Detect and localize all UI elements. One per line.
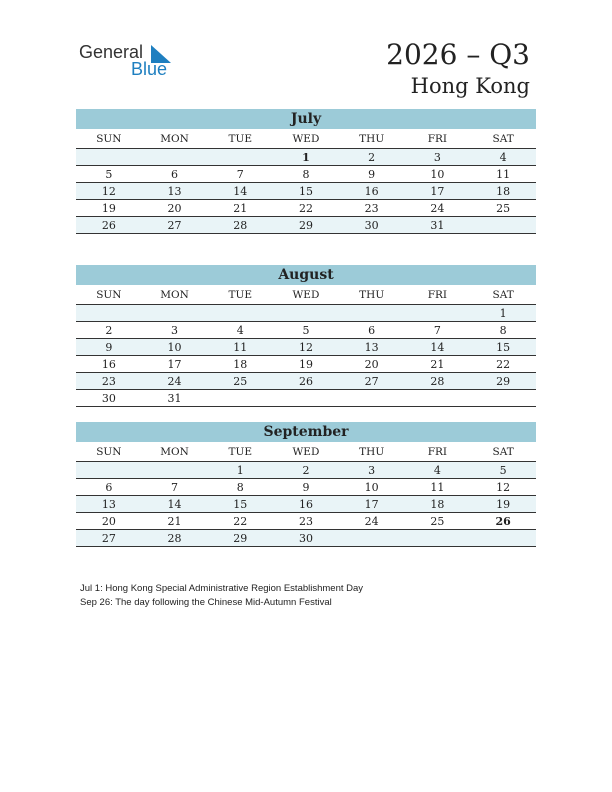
week-row — [76, 339, 536, 356]
day-cell: 14 — [142, 496, 208, 513]
holiday-note: Sep 26: The day following the Chinese Mid-Autumn Festival — [80, 597, 332, 608]
weekday-header: WED — [273, 129, 339, 149]
day-cell: 2 — [339, 149, 405, 166]
day-cell: 5 — [273, 322, 339, 339]
weekday-header: THU — [339, 129, 405, 149]
day-cell: 19 — [470, 496, 536, 513]
holiday-note: Jul 1: Hong Kong Special Administrative Region Establishment Day — [80, 583, 364, 594]
week-row — [76, 462, 536, 479]
day-cell: 11 — [207, 339, 273, 356]
holiday-notes — [80, 582, 363, 610]
day-cell: 2 — [273, 462, 339, 479]
empty-cell — [142, 149, 208, 166]
day-cell: 6 — [142, 166, 208, 183]
day-cell: 25 — [405, 513, 471, 530]
day-cell: 18 — [470, 183, 536, 200]
empty-cell — [76, 462, 142, 479]
day-cell: 5 — [76, 166, 142, 183]
logo-text-blue: Blue — [131, 59, 168, 79]
day-cell: 11 — [405, 479, 471, 496]
day-cell: 17 — [405, 183, 471, 200]
day-cell: 21 — [142, 513, 208, 530]
day-cell: 12 — [470, 479, 536, 496]
day-cell: 4 — [405, 462, 471, 479]
day-cell: 16 — [339, 183, 405, 200]
day-cell: 9 — [339, 166, 405, 183]
day-cell: 14 — [405, 339, 471, 356]
empty-cell — [76, 305, 142, 322]
day-cell: 28 — [142, 530, 208, 547]
empty-cell — [207, 305, 273, 322]
week-row — [76, 496, 536, 513]
empty-cell — [142, 462, 208, 479]
logo — [79, 42, 179, 82]
month-september — [76, 422, 536, 547]
day-cell: 18 — [405, 496, 471, 513]
day-cell: 13 — [142, 183, 208, 200]
day-cell: 1 — [207, 462, 273, 479]
day-cell: 8 — [207, 479, 273, 496]
day-cell: 12 — [76, 183, 142, 200]
day-cell: 11 — [470, 166, 536, 183]
month-july — [76, 109, 536, 234]
weekday-header: THU — [339, 285, 405, 305]
weekday-header: FRI — [405, 442, 471, 462]
week-row — [76, 183, 536, 200]
day-cell: 30 — [273, 530, 339, 547]
week-row — [76, 373, 536, 390]
day-cell: 12 — [273, 339, 339, 356]
empty-cell — [207, 149, 273, 166]
weekday-header: THU — [339, 442, 405, 462]
weekday-header: TUE — [207, 129, 273, 149]
day-cell: 13 — [76, 496, 142, 513]
week-row — [76, 530, 536, 547]
empty-cell — [339, 530, 405, 547]
day-cell: 21 — [405, 356, 471, 373]
day-cell: 9 — [273, 479, 339, 496]
day-cell: 26 — [470, 513, 536, 530]
day-cell: 15 — [207, 496, 273, 513]
logo-text-general: General — [79, 42, 144, 62]
day-cell: 25 — [207, 373, 273, 390]
empty-cell — [470, 530, 536, 547]
day-cell: 19 — [273, 356, 339, 373]
day-cell: 9 — [76, 339, 142, 356]
day-cell: 23 — [273, 513, 339, 530]
week-row — [76, 149, 536, 166]
day-cell: 17 — [142, 356, 208, 373]
week-row — [76, 479, 536, 496]
day-cell: 6 — [339, 322, 405, 339]
week-row — [76, 322, 536, 339]
day-cell: 3 — [339, 462, 405, 479]
empty-cell — [405, 390, 471, 407]
day-cell: 15 — [470, 339, 536, 356]
month-header: July — [76, 109, 536, 129]
day-cell: 27 — [76, 530, 142, 547]
day-cell: 22 — [273, 200, 339, 217]
empty-cell — [76, 149, 142, 166]
weekday-header: SUN — [76, 442, 142, 462]
weekday-header: MON — [142, 285, 208, 305]
week-row — [76, 166, 536, 183]
day-cell: 31 — [142, 390, 208, 407]
day-cell: 7 — [207, 166, 273, 183]
day-cell: 4 — [207, 322, 273, 339]
day-cell: 7 — [142, 479, 208, 496]
day-cell: 8 — [273, 166, 339, 183]
calendar-grid — [76, 129, 536, 234]
day-cell: 22 — [470, 356, 536, 373]
empty-cell — [207, 390, 273, 407]
empty-cell — [273, 305, 339, 322]
weekday-header: MON — [142, 129, 208, 149]
day-cell: 3 — [142, 322, 208, 339]
empty-cell — [405, 305, 471, 322]
day-cell: 24 — [405, 200, 471, 217]
empty-cell — [142, 305, 208, 322]
day-cell: 2 — [76, 322, 142, 339]
day-cell: 29 — [273, 217, 339, 234]
day-cell: 26 — [76, 217, 142, 234]
empty-cell — [470, 390, 536, 407]
day-cell: 29 — [207, 530, 273, 547]
day-cell: 16 — [76, 356, 142, 373]
month-header: September — [76, 422, 536, 442]
day-cell: 21 — [207, 200, 273, 217]
day-cell: 19 — [76, 200, 142, 217]
day-cell: 4 — [470, 149, 536, 166]
day-cell: 27 — [339, 373, 405, 390]
day-cell: 27 — [142, 217, 208, 234]
day-cell: 8 — [470, 322, 536, 339]
day-cell: 7 — [405, 322, 471, 339]
day-cell: 28 — [207, 217, 273, 234]
weekday-header: WED — [273, 442, 339, 462]
day-cell: 1 — [470, 305, 536, 322]
weekday-header: SUN — [76, 129, 142, 149]
day-cell: 20 — [76, 513, 142, 530]
day-cell: 26 — [273, 373, 339, 390]
day-cell: 24 — [339, 513, 405, 530]
empty-cell — [470, 217, 536, 234]
day-cell: 30 — [339, 217, 405, 234]
calendar-grid — [76, 285, 536, 407]
weekday-header: WED — [273, 285, 339, 305]
day-cell: 14 — [207, 183, 273, 200]
day-cell: 1 — [273, 149, 339, 166]
weekday-header: TUE — [207, 285, 273, 305]
weekday-header: MON — [142, 442, 208, 462]
weekday-header: SAT — [470, 442, 536, 462]
day-cell: 10 — [339, 479, 405, 496]
day-cell: 10 — [142, 339, 208, 356]
week-row — [76, 390, 536, 407]
day-cell: 31 — [405, 217, 471, 234]
day-cell: 13 — [339, 339, 405, 356]
day-cell: 20 — [142, 200, 208, 217]
week-row — [76, 356, 536, 373]
day-cell: 30 — [76, 390, 142, 407]
weekday-header: SAT — [470, 285, 536, 305]
empty-cell — [405, 530, 471, 547]
day-cell: 15 — [273, 183, 339, 200]
week-row — [76, 217, 536, 234]
day-cell: 18 — [207, 356, 273, 373]
day-cell: 20 — [339, 356, 405, 373]
empty-cell — [339, 390, 405, 407]
weekday-header: SUN — [76, 285, 142, 305]
day-cell: 23 — [339, 200, 405, 217]
day-cell: 6 — [76, 479, 142, 496]
day-cell: 22 — [207, 513, 273, 530]
weekday-header: FRI — [405, 285, 471, 305]
month-header: August — [76, 265, 536, 285]
page-title: 2026 – Q3 — [386, 38, 530, 71]
month-august — [76, 265, 536, 407]
day-cell: 16 — [273, 496, 339, 513]
day-cell: 25 — [470, 200, 536, 217]
week-row — [76, 513, 536, 530]
day-cell: 23 — [76, 373, 142, 390]
week-row — [76, 200, 536, 217]
weekday-header: TUE — [207, 442, 273, 462]
week-row — [76, 305, 536, 322]
weekday-header: FRI — [405, 129, 471, 149]
weekday-header: SAT — [470, 129, 536, 149]
empty-cell — [339, 305, 405, 322]
calendar-grid — [76, 442, 536, 547]
day-cell: 3 — [405, 149, 471, 166]
day-cell: 10 — [405, 166, 471, 183]
day-cell: 5 — [470, 462, 536, 479]
day-cell: 29 — [470, 373, 536, 390]
day-cell: 24 — [142, 373, 208, 390]
day-cell: 28 — [405, 373, 471, 390]
empty-cell — [273, 390, 339, 407]
page-subtitle: Hong Kong — [410, 74, 530, 98]
day-cell: 17 — [339, 496, 405, 513]
